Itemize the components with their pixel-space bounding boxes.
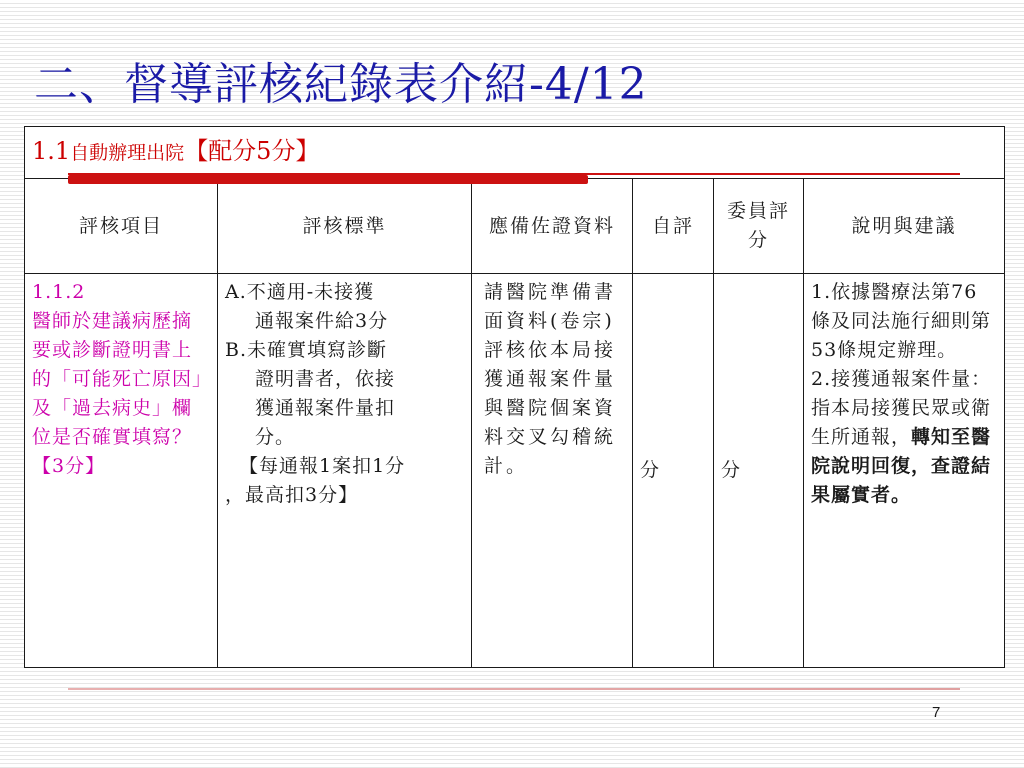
criteria-line: 【每通報1案扣1分 [239, 455, 406, 477]
criteria-line: 通報案件給3分 [255, 310, 389, 332]
criteria-line: ，最高扣3分】 [225, 484, 359, 506]
criteria-line: A.不適用-未接獲 [225, 281, 375, 303]
committee-score-cell: 分 [714, 274, 804, 668]
notes-paragraph-2: 2.接獲通報案件量：指本局接獲民眾或衛生所通報， [811, 368, 992, 448]
header-criteria: 評核標準 [218, 179, 472, 274]
section-caption [25, 127, 1005, 179]
criteria-cell [218, 274, 472, 668]
caption-highlight-bar [68, 175, 588, 184]
section-score: 【配分5分】 [184, 137, 320, 165]
header-self-score: 自評 [633, 179, 714, 274]
item-text: 醫師於建議病歷摘要或診斷證明書上的「可能死亡原因」及「過去病史」欄位是否確實填寫？ [32, 310, 203, 448]
criteria-line: 獲通報案件量扣 [255, 397, 396, 419]
notes-cell [804, 274, 1005, 668]
item-score: 【3分】 [32, 455, 106, 477]
notes-paragraph-1: 1.依據醫療法第76條及同法施行細則第53條規定辦理。 [811, 281, 992, 361]
item-cell [25, 274, 218, 668]
header-committee-score: 委員評分 [714, 179, 804, 274]
criteria-line: B.未確實填寫診斷 [225, 339, 388, 361]
item-number: 1.1.2 [32, 281, 86, 303]
section-number: 1.1 [32, 137, 71, 165]
page-title: 二、督導評核紀錄表介紹-4/12 [34, 59, 648, 110]
header-notes: 說明與建議 [804, 179, 1005, 274]
evaluation-table [24, 126, 1005, 668]
header-evidence: 應備佐證資料 [472, 179, 633, 274]
evidence-cell: 請醫院準備書面資料(卷宗)評核依本局接獲通報案件量與醫院個案資料交叉勾稽統計。 [472, 274, 633, 668]
self-score-cell: 分 [633, 274, 714, 668]
header-item: 評核項目 [25, 179, 218, 274]
section-name: 自動辦理出院 [70, 142, 185, 164]
criteria-line: 分。 [255, 426, 296, 448]
page-number: 7 [932, 704, 941, 721]
notes-paragraph-2-emphasis: 轉知至醫院說明回復，查證結果屬實者。 [811, 426, 992, 506]
criteria-line: 證明書者，依接 [255, 368, 396, 390]
footer-divider [68, 688, 960, 690]
